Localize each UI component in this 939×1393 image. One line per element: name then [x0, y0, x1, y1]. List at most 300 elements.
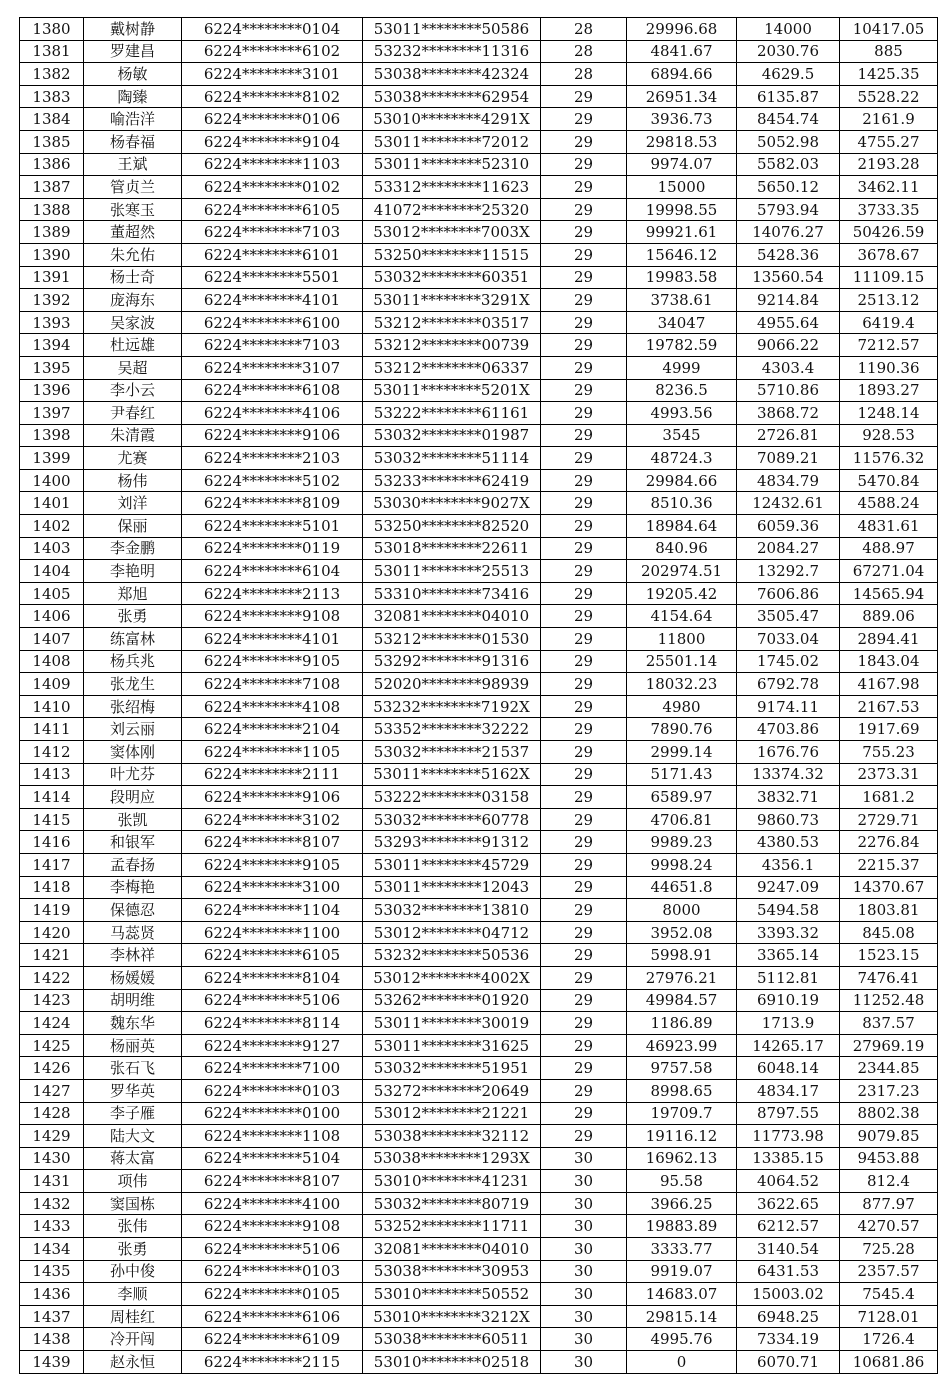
seq-cell: 1400: [20, 469, 84, 492]
period-cell: 29: [541, 1012, 627, 1035]
id-number-cell: 53032********60351: [363, 266, 541, 289]
amount-b-cell: 3622.65: [737, 1192, 840, 1215]
amount-b-cell: 8454.74: [737, 108, 840, 131]
id-number-cell: 53011********45729: [363, 853, 541, 876]
amount-c-cell: 14370.67: [840, 876, 938, 899]
period-cell: 30: [541, 1192, 627, 1215]
id-number-cell: 53011********72012: [363, 130, 541, 153]
name-cell: 董超然: [84, 221, 182, 244]
table-row: [20, 18, 938, 41]
seq-cell: 1396: [20, 379, 84, 402]
amount-b-cell: 5112.81: [737, 966, 840, 989]
id-number-cell: 53293********91312: [363, 831, 541, 854]
period-cell: 29: [541, 944, 627, 967]
amount-b-cell: 5710.86: [737, 379, 840, 402]
amount-a-cell: 15000: [627, 176, 737, 199]
table-row: [20, 40, 938, 63]
amount-a-cell: 8998.65: [627, 1079, 737, 1102]
amount-c-cell: 877.97: [840, 1192, 938, 1215]
period-cell: 29: [541, 1102, 627, 1125]
card-number-cell: 6224********9127: [182, 1034, 363, 1057]
id-number-cell: 53038********60511: [363, 1328, 541, 1351]
seq-cell: 1433: [20, 1215, 84, 1238]
amount-b-cell: 5494.58: [737, 899, 840, 922]
id-number-cell: 53272********20649: [363, 1079, 541, 1102]
card-number-cell: 6224********2115: [182, 1351, 363, 1374]
table-row: [20, 718, 938, 741]
id-number-cell: 41072********25320: [363, 198, 541, 221]
id-number-cell: 53292********91316: [363, 650, 541, 673]
id-number-cell: 53018********22611: [363, 537, 541, 560]
amount-b-cell: 13374.32: [737, 763, 840, 786]
seq-cell: 1407: [20, 628, 84, 651]
card-number-cell: 6224********1108: [182, 1125, 363, 1148]
table-row: [20, 63, 938, 86]
table-row: [20, 605, 938, 628]
period-cell: 29: [541, 628, 627, 651]
name-cell: 冷开闯: [84, 1328, 182, 1351]
card-number-cell: 6224********9108: [182, 605, 363, 628]
seq-cell: 1428: [20, 1102, 84, 1125]
id-number-cell: 53012********4002X: [363, 966, 541, 989]
id-number-cell: 53233********62419: [363, 469, 541, 492]
amount-a-cell: 3952.08: [627, 921, 737, 944]
id-number-cell: 53232********11316: [363, 40, 541, 63]
period-cell: 29: [541, 311, 627, 334]
name-cell: 李小云: [84, 379, 182, 402]
amount-a-cell: 202974.51: [627, 560, 737, 583]
amount-c-cell: 2729.71: [840, 808, 938, 831]
name-cell: 孙中俊: [84, 1260, 182, 1283]
amount-b-cell: 12432.61: [737, 492, 840, 515]
amount-a-cell: 6894.66: [627, 63, 737, 86]
amount-a-cell: 48724.3: [627, 447, 737, 470]
seq-cell: 1390: [20, 243, 84, 266]
amount-c-cell: 7545.4: [840, 1283, 938, 1306]
name-cell: 窦国栋: [84, 1192, 182, 1215]
seq-cell: 1420: [20, 921, 84, 944]
amount-b-cell: 13292.7: [737, 560, 840, 583]
table-row: [20, 492, 938, 515]
seq-cell: 1399: [20, 447, 84, 470]
name-cell: 刘云丽: [84, 718, 182, 741]
amount-b-cell: 4703.86: [737, 718, 840, 741]
name-cell: 张勇: [84, 1238, 182, 1261]
period-cell: 29: [541, 650, 627, 673]
amount-a-cell: 29996.68: [627, 18, 737, 41]
name-cell: 李梅艳: [84, 876, 182, 899]
period-cell: 29: [541, 673, 627, 696]
amount-c-cell: 1726.4: [840, 1328, 938, 1351]
seq-cell: 1425: [20, 1034, 84, 1057]
card-number-cell: 6224********8109: [182, 492, 363, 515]
card-number-cell: 6224********6104: [182, 560, 363, 583]
table-row: [20, 1328, 938, 1351]
amount-c-cell: 4831.61: [840, 515, 938, 538]
amount-a-cell: 19983.58: [627, 266, 737, 289]
seq-cell: 1438: [20, 1328, 84, 1351]
amount-a-cell: 46923.99: [627, 1034, 737, 1057]
name-cell: 陆大文: [84, 1125, 182, 1148]
period-cell: 29: [541, 198, 627, 221]
seq-cell: 1413: [20, 763, 84, 786]
name-cell: 杜远雄: [84, 334, 182, 357]
name-cell: 李林祥: [84, 944, 182, 967]
name-cell: 胡明维: [84, 989, 182, 1012]
id-number-cell: 53032********13810: [363, 899, 541, 922]
amount-a-cell: 99921.61: [627, 221, 737, 244]
period-cell: 30: [541, 1305, 627, 1328]
amount-a-cell: 3738.61: [627, 289, 737, 312]
seq-cell: 1393: [20, 311, 84, 334]
period-cell: 29: [541, 899, 627, 922]
amount-c-cell: 1803.81: [840, 899, 938, 922]
table-row: [20, 876, 938, 899]
amount-b-cell: 14000: [737, 18, 840, 41]
amount-c-cell: 4167.98: [840, 673, 938, 696]
seq-cell: 1419: [20, 899, 84, 922]
amount-c-cell: 755.23: [840, 741, 938, 764]
table-row: [20, 1351, 938, 1374]
name-cell: 练富林: [84, 628, 182, 651]
seq-cell: 1412: [20, 741, 84, 764]
amount-c-cell: 3462.11: [840, 176, 938, 199]
period-cell: 29: [541, 243, 627, 266]
amount-b-cell: 4380.53: [737, 831, 840, 854]
card-number-cell: 6224********2113: [182, 582, 363, 605]
table-row: [20, 356, 938, 379]
amount-a-cell: 8510.36: [627, 492, 737, 515]
amount-b-cell: 4064.52: [737, 1170, 840, 1193]
id-number-cell: 53032********01987: [363, 424, 541, 447]
card-number-cell: 6224********3100: [182, 876, 363, 899]
amount-a-cell: 19709.7: [627, 1102, 737, 1125]
seq-cell: 1411: [20, 718, 84, 741]
amount-c-cell: 2344.85: [840, 1057, 938, 1080]
name-cell: 李金鹏: [84, 537, 182, 560]
id-number-cell: 53011********30019: [363, 1012, 541, 1035]
seq-cell: 1384: [20, 108, 84, 131]
amount-a-cell: 5171.43: [627, 763, 737, 786]
period-cell: 29: [541, 876, 627, 899]
period-cell: 29: [541, 289, 627, 312]
id-number-cell: 53010********41231: [363, 1170, 541, 1193]
amount-c-cell: 885: [840, 40, 938, 63]
amount-a-cell: 15646.12: [627, 243, 737, 266]
seq-cell: 1414: [20, 786, 84, 809]
amount-a-cell: 9757.58: [627, 1057, 737, 1080]
amount-c-cell: 7476.41: [840, 966, 938, 989]
name-cell: 张石飞: [84, 1057, 182, 1080]
amount-c-cell: 67271.04: [840, 560, 938, 583]
name-cell: 赵永恒: [84, 1351, 182, 1374]
seq-cell: 1418: [20, 876, 84, 899]
amount-c-cell: 1523.15: [840, 944, 938, 967]
amount-c-cell: 837.57: [840, 1012, 938, 1035]
amount-b-cell: 3365.14: [737, 944, 840, 967]
seq-cell: 1382: [20, 63, 84, 86]
amount-c-cell: 7212.57: [840, 334, 938, 357]
amount-b-cell: 3505.47: [737, 605, 840, 628]
name-cell: 刘洋: [84, 492, 182, 515]
table-row: [20, 176, 938, 199]
period-cell: 28: [541, 40, 627, 63]
id-number-cell: 32081********04010: [363, 605, 541, 628]
table-row: [20, 741, 938, 764]
amount-a-cell: 29818.53: [627, 130, 737, 153]
amount-a-cell: 2999.14: [627, 741, 737, 764]
amount-c-cell: 2513.12: [840, 289, 938, 312]
name-cell: 张伟: [84, 1215, 182, 1238]
name-cell: 保丽: [84, 515, 182, 538]
name-cell: 李艳明: [84, 560, 182, 583]
seq-cell: 1383: [20, 85, 84, 108]
seq-cell: 1437: [20, 1305, 84, 1328]
id-number-cell: 53038********30953: [363, 1260, 541, 1283]
amount-b-cell: 5052.98: [737, 130, 840, 153]
card-number-cell: 6224********9106: [182, 424, 363, 447]
amount-c-cell: 928.53: [840, 424, 938, 447]
amount-a-cell: 19116.12: [627, 1125, 737, 1148]
seq-cell: 1394: [20, 334, 84, 357]
table-row: [20, 695, 938, 718]
card-number-cell: 6224********0103: [182, 1260, 363, 1283]
seq-cell: 1395: [20, 356, 84, 379]
seq-cell: 1408: [20, 650, 84, 673]
amount-a-cell: 11800: [627, 628, 737, 651]
period-cell: 30: [541, 1147, 627, 1170]
amount-c-cell: 845.08: [840, 921, 938, 944]
amount-b-cell: 7606.86: [737, 582, 840, 605]
amount-c-cell: 2215.37: [840, 853, 938, 876]
amount-c-cell: 5470.84: [840, 469, 938, 492]
period-cell: 29: [541, 176, 627, 199]
amount-a-cell: 0: [627, 1351, 737, 1374]
name-cell: 罗建昌: [84, 40, 182, 63]
id-number-cell: 53222********61161: [363, 402, 541, 425]
amount-b-cell: 6948.25: [737, 1305, 840, 1328]
id-number-cell: 53038********62954: [363, 85, 541, 108]
amount-a-cell: 27976.21: [627, 966, 737, 989]
card-number-cell: 6224********4101: [182, 628, 363, 651]
id-number-cell: 53222********03158: [363, 786, 541, 809]
amount-a-cell: 14683.07: [627, 1283, 737, 1306]
amount-a-cell: 18032.23: [627, 673, 737, 696]
name-cell: 杨媛媛: [84, 966, 182, 989]
name-cell: 魏东华: [84, 1012, 182, 1035]
amount-c-cell: 1190.36: [840, 356, 938, 379]
amount-c-cell: 11576.32: [840, 447, 938, 470]
card-number-cell: 6224********3102: [182, 808, 363, 831]
id-number-cell: 53032********80719: [363, 1192, 541, 1215]
name-cell: 戴树静: [84, 18, 182, 41]
table-row: [20, 447, 938, 470]
table-row: [20, 1170, 938, 1193]
table-row: [20, 1305, 938, 1328]
card-number-cell: 6224********5101: [182, 515, 363, 538]
card-number-cell: 6224********1100: [182, 921, 363, 944]
card-number-cell: 6224********2103: [182, 447, 363, 470]
period-cell: 29: [541, 108, 627, 131]
seq-cell: 1388: [20, 198, 84, 221]
card-number-cell: 6224********0119: [182, 537, 363, 560]
name-cell: 张绍梅: [84, 695, 182, 718]
id-number-cell: 53232********7192X: [363, 695, 541, 718]
amount-b-cell: 9174.11: [737, 695, 840, 718]
card-number-cell: 6224********7108: [182, 673, 363, 696]
period-cell: 29: [541, 1079, 627, 1102]
data-table: [19, 17, 938, 1374]
table-row: [20, 628, 938, 651]
seq-cell: 1416: [20, 831, 84, 854]
name-cell: 李子雁: [84, 1102, 182, 1125]
card-number-cell: 6224********9104: [182, 130, 363, 153]
card-number-cell: 6224********6109: [182, 1328, 363, 1351]
table-row: [20, 899, 938, 922]
seq-cell: 1424: [20, 1012, 84, 1035]
card-number-cell: 6224********9108: [182, 1215, 363, 1238]
card-number-cell: 6224********4101: [182, 289, 363, 312]
amount-a-cell: 26951.34: [627, 85, 737, 108]
id-number-cell: 53012********21221: [363, 1102, 541, 1125]
name-cell: 庞海东: [84, 289, 182, 312]
table-row: [20, 311, 938, 334]
id-number-cell: 53310********73416: [363, 582, 541, 605]
card-number-cell: 6224********1103: [182, 153, 363, 176]
amount-b-cell: 1745.02: [737, 650, 840, 673]
period-cell: 29: [541, 379, 627, 402]
table-row: [20, 966, 938, 989]
table-row: [20, 85, 938, 108]
id-number-cell: 52020********98939: [363, 673, 541, 696]
card-number-cell: 6224********4106: [182, 402, 363, 425]
name-cell: 陶臻: [84, 85, 182, 108]
name-cell: 吴超: [84, 356, 182, 379]
name-cell: 周桂红: [84, 1305, 182, 1328]
amount-a-cell: 1186.89: [627, 1012, 737, 1035]
amount-b-cell: 5650.12: [737, 176, 840, 199]
amount-b-cell: 4834.79: [737, 469, 840, 492]
period-cell: 29: [541, 763, 627, 786]
id-number-cell: 53011********50586: [363, 18, 541, 41]
amount-b-cell: 4834.17: [737, 1079, 840, 1102]
card-number-cell: 6224********5501: [182, 266, 363, 289]
seq-cell: 1397: [20, 402, 84, 425]
id-number-cell: 53038********42324: [363, 63, 541, 86]
period-cell: 29: [541, 786, 627, 809]
name-cell: 段明应: [84, 786, 182, 809]
id-number-cell: 53250********82520: [363, 515, 541, 538]
id-number-cell: 53012********04712: [363, 921, 541, 944]
seq-cell: 1380: [20, 18, 84, 41]
amount-b-cell: 14076.27: [737, 221, 840, 244]
amount-b-cell: 4955.64: [737, 311, 840, 334]
id-number-cell: 53212********01530: [363, 628, 541, 651]
seq-cell: 1387: [20, 176, 84, 199]
period-cell: 29: [541, 582, 627, 605]
amount-b-cell: 11773.98: [737, 1125, 840, 1148]
card-number-cell: 6224********0100: [182, 1102, 363, 1125]
period-cell: 29: [541, 447, 627, 470]
id-number-cell: 53010********50552: [363, 1283, 541, 1306]
period-cell: 29: [541, 130, 627, 153]
amount-c-cell: 3733.35: [840, 198, 938, 221]
card-number-cell: 6224********8114: [182, 1012, 363, 1035]
table-row: [20, 289, 938, 312]
id-number-cell: 53011********3291X: [363, 289, 541, 312]
card-number-cell: 6224********6102: [182, 40, 363, 63]
period-cell: 29: [541, 266, 627, 289]
card-number-cell: 6224********8102: [182, 85, 363, 108]
table-row: [20, 786, 938, 809]
table-row: [20, 153, 938, 176]
table-row: [20, 130, 938, 153]
period-cell: 29: [541, 695, 627, 718]
card-number-cell: 6224********0105: [182, 1283, 363, 1306]
table-row: [20, 1012, 938, 1035]
table-row: [20, 582, 938, 605]
id-number-cell: 53010********4291X: [363, 108, 541, 131]
id-number-cell: 53011********12043: [363, 876, 541, 899]
period-cell: 29: [541, 469, 627, 492]
amount-b-cell: 6792.78: [737, 673, 840, 696]
id-number-cell: 53011********5162X: [363, 763, 541, 786]
amount-a-cell: 9974.07: [627, 153, 737, 176]
name-cell: 尤赛: [84, 447, 182, 470]
id-number-cell: 53032********60778: [363, 808, 541, 831]
seq-cell: 1429: [20, 1125, 84, 1148]
seq-cell: 1385: [20, 130, 84, 153]
seq-cell: 1436: [20, 1283, 84, 1306]
period-cell: 29: [541, 808, 627, 831]
name-cell: 杨兵兆: [84, 650, 182, 673]
name-cell: 杨伟: [84, 469, 182, 492]
seq-cell: 1434: [20, 1238, 84, 1261]
amount-a-cell: 4999: [627, 356, 737, 379]
amount-a-cell: 4980: [627, 695, 737, 718]
table-row: [20, 853, 938, 876]
period-cell: 29: [541, 989, 627, 1012]
name-cell: 王斌: [84, 153, 182, 176]
amount-c-cell: 2317.23: [840, 1079, 938, 1102]
seq-cell: 1406: [20, 605, 84, 628]
id-number-cell: 53032********51951: [363, 1057, 541, 1080]
seq-cell: 1422: [20, 966, 84, 989]
amount-b-cell: 6048.14: [737, 1057, 840, 1080]
seq-cell: 1435: [20, 1260, 84, 1283]
amount-a-cell: 19782.59: [627, 334, 737, 357]
card-number-cell: 6224********6100: [182, 311, 363, 334]
id-number-cell: 53010********3212X: [363, 1305, 541, 1328]
table-row: [20, 1147, 938, 1170]
amount-c-cell: 14565.94: [840, 582, 938, 605]
amount-c-cell: 1843.04: [840, 650, 938, 673]
amount-a-cell: 16962.13: [627, 1147, 737, 1170]
period-cell: 29: [541, 402, 627, 425]
card-number-cell: 6224********9105: [182, 853, 363, 876]
amount-c-cell: 27969.19: [840, 1034, 938, 1057]
table-row: [20, 560, 938, 583]
amount-b-cell: 14265.17: [737, 1034, 840, 1057]
period-cell: 29: [541, 560, 627, 583]
period-cell: 29: [541, 85, 627, 108]
table-row: [20, 402, 938, 425]
card-number-cell: 6224********1105: [182, 741, 363, 764]
amount-c-cell: 1917.69: [840, 718, 938, 741]
amount-b-cell: 13385.15: [737, 1147, 840, 1170]
card-number-cell: 6224********7100: [182, 1057, 363, 1080]
name-cell: 蒋太富: [84, 1147, 182, 1170]
